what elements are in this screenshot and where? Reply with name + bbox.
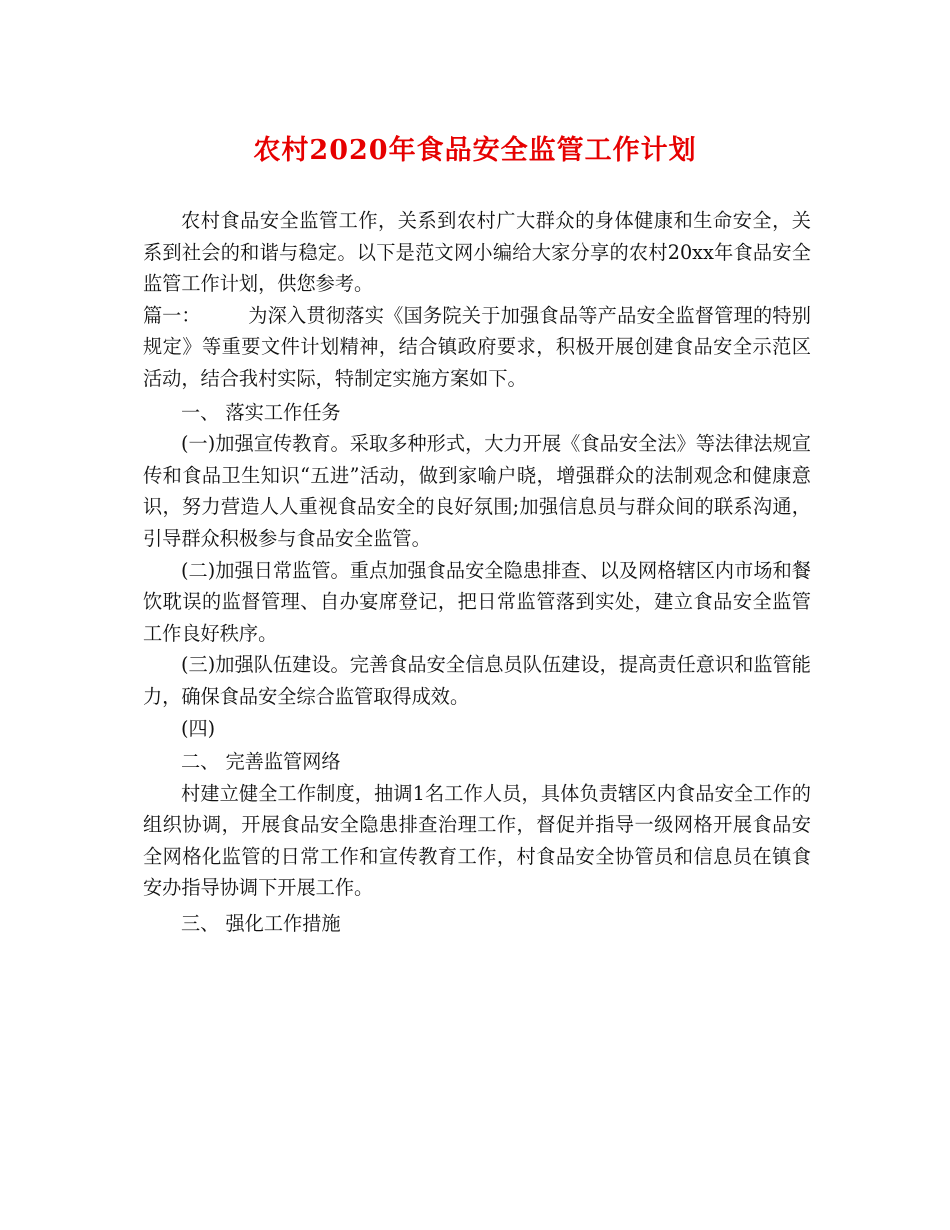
article-label: 篇一： — [143, 303, 201, 327]
section-heading-3: 三、 强化工作措施 — [181, 912, 341, 936]
article-intro-paragraph — [143, 300, 811, 395]
document-body — [143, 205, 811, 940]
article-intro-text: 为深入贯彻落实《国务院关于加强食品等产品安全监督管理的特别规定》等重要文件计划精神，结合镇政府要求，积极开展创建食品安全示范区活动，结合我村实际，特制定实施方案如下。 — [143, 303, 811, 390]
intro-paragraph: 农村食品安全监管工作，关系到农村广大群众的身体健康和生命安全，关系到社会的和谐与稳定。以下是范文网小编给大家分享的农村20xx年食品安全监管工作计划，供您参考。 — [143, 209, 811, 296]
section-heading-1: 一、 落实工作任务 — [181, 400, 341, 424]
document-title: 农村2020年食品安全监管工作计划 — [253, 135, 697, 166]
item-paragraph-4: (四) — [181, 716, 216, 740]
item-paragraph-2: (二)加强日常监管。重点加强食品安全隐患排查、以及网格辖区内市场和餐饮耽误的监督管理、自办宴席登记，把日常监管落到实处，建立食品安全监管工作良好秩序。 — [143, 558, 811, 645]
section-heading-2: 二、 完善监管网络 — [181, 750, 341, 774]
item-paragraph-1: (一)加强宣传教育。采取多种形式，大力开展《食品安全法》等法律法规宣传和食品卫生知识“五进”活动，做到家喻户晓，增强群众的法制观念和健康意识，努力营造人人重视食品安全的良好氛围;加强信息员与群众间的联系沟通，引导群众积极参与食品安全监管。 — [143, 432, 811, 550]
item-paragraph-3: (三)加强队伍建设。完善食品安全信息员队伍建设，提高责任意识和监管能力，确保食品安全综合监管取得成效。 — [143, 653, 811, 708]
section-2-paragraph: 村建立健全工作制度，抽调1名工作人员，具体负责辖区内食品安全工作的组织协调，开展食品安全隐患排查治理工作，督促并指导一级网格开展食品安全网格化监管的日常工作和宣传教育工作，村食品安全协管员和信息员在镇食安办指导协调下开展工作。 — [143, 781, 811, 900]
